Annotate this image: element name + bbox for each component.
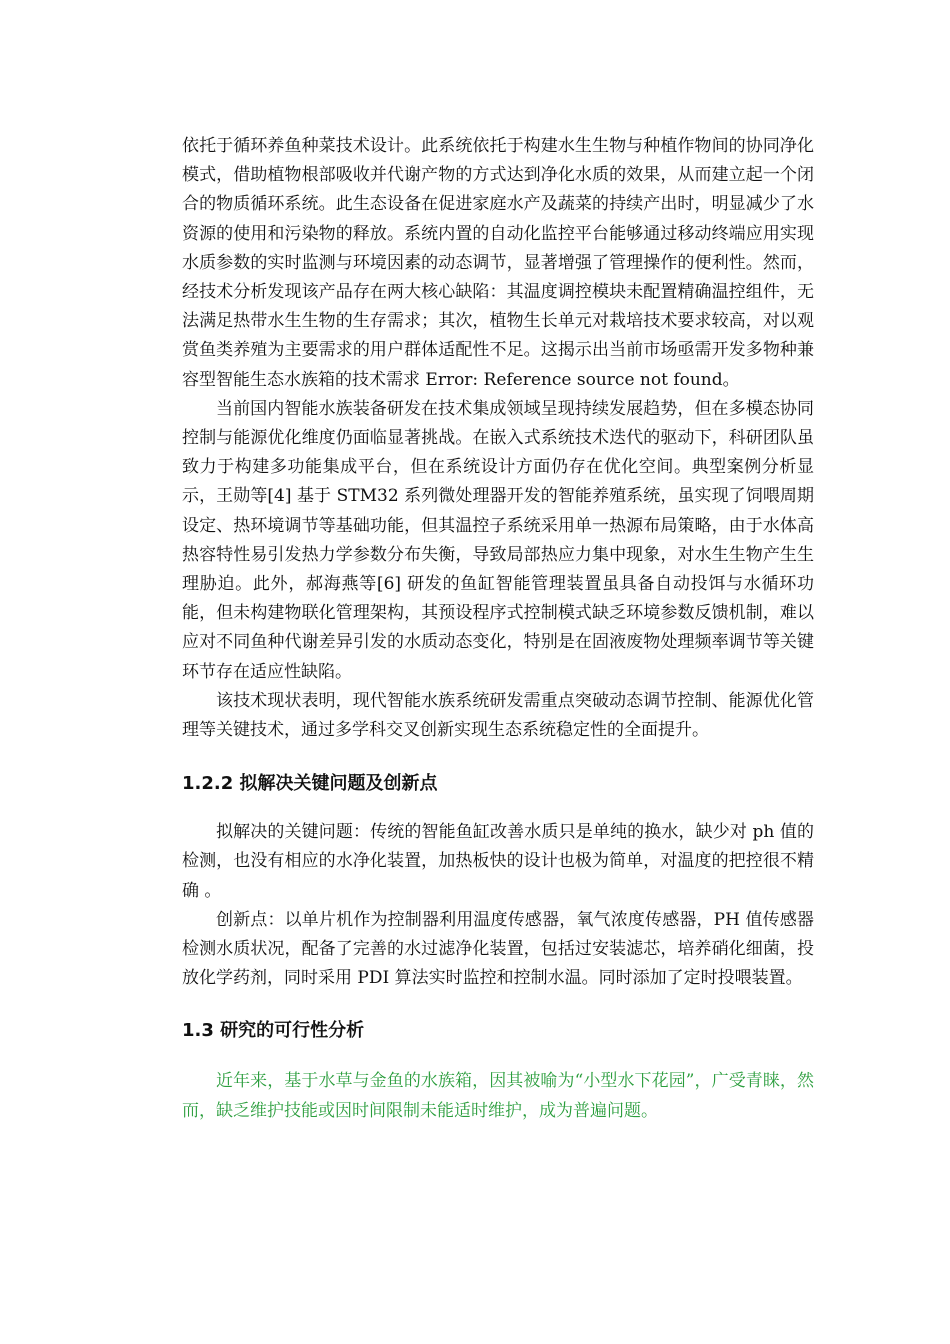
section-heading-feasibility: 1.3 研究的可行性分析 [182, 1020, 365, 1042]
paragraph-feasibility-intro: 近年来，基于水草与金鱼的水族箱，因其被喻为“小型水下花园”，广受青睐，然而，缺乏维护技能或因时间限制未能适时维护，成为普遍问题。 [182, 1071, 814, 1121]
section-heading-key-problems: 1.2.2 拟解决关键问题及创新点 [182, 773, 438, 795]
paragraph-status-summary: 该技术现状表明，现代智能水族系统研发需重点突破动态调节控制、能源优化管理等关键技术，通过多学科交叉创新实现生态系统稳定性的全面提升。 [182, 690, 814, 741]
paragraph-background-continued: 依托于循环养鱼种菜技术设计。此系统依托于构建水生生物与种植作物间的协同净化模式，借助植物根部吸收并代谢产物的方式达到净化水质的效果，从而建立起一个闭合的物质循环系统。此生态设备在促进家庭水产及蔬菜的持续产出时，明显减少了水资源的使用和污染物的释放。系统内置的自动化监控平台能够通过移动终端应用实现水质参数的实时监测与环境因素的动态调节，显著增强了管理操作的便利性。然而，经技术分析发现该产品存在两大核心缺陷：其温度调控模块未配置精确温控组件，无法满足热带水生生物的生存需求；其次，植物生长单元对栽培技术要求较高，对以观赏鱼类养殖为主要需求的用户群体适配性不足。这揭示出当前市场亟需开发多物种兼容型智能生态水族箱的技术需求 Error: Reference source not found。 [182, 136, 814, 390]
document-page [182, 132, 814, 1126]
paragraph-domestic-status: 当前国内智能水族装备研发在技术集成领域呈现持续发展趋势，但在多模态协同控制与能源优化维度仍面临显著挑战。在嵌入式系统技术迭代的驱动下，科研团队虽致力于构建多功能集成平台，但在系统设计方面仍存在优化空间。典型案例分析显示，王勋等[4] 基于 STM32 系列微处理器开发的智能养殖系统，虽实现了饲喂周期设定、热环境调节等基础功能，但其温控子系统采用单一热源布局策略，由于水体高热容特性易引发热力学参数分布失衡，导致局部热应力集中现象，对水生生物产生生理胁迫。此外，郝海燕等[6] 研发的鱼缸智能管理装置虽具备自动投饵与水循环功能，但未构建物联化管理架构，其预设程序式控制模式缺乏环境参数反馈机制，难以应对不同鱼种代谢差异引发的水质动态变化，特别是在固液废物处理频率调节等关键环节存在适应性缺陷。 [182, 398, 814, 682]
paragraph-key-problems: 拟解决的关键问题：传统的智能鱼缸改善水质只是单纯的换水，缺少对 ph 值的检测，也没有相应的水净化装置，加热板快的设计也极为简单，对温度的把控很不精确 。 [182, 822, 814, 901]
paragraph-innovations: 创新点：以单片机作为控制器利用温度传感器，氧气浓度传感器，PH 值传感器检测水质状况，配备了完善的水过滤净化装置，包括过安装滤芯，培养硝化细菌，投放化学药剂，同时采用 PDI 算法实时监控和控制水温。同时添加了定时投喂装置。 [182, 909, 814, 989]
